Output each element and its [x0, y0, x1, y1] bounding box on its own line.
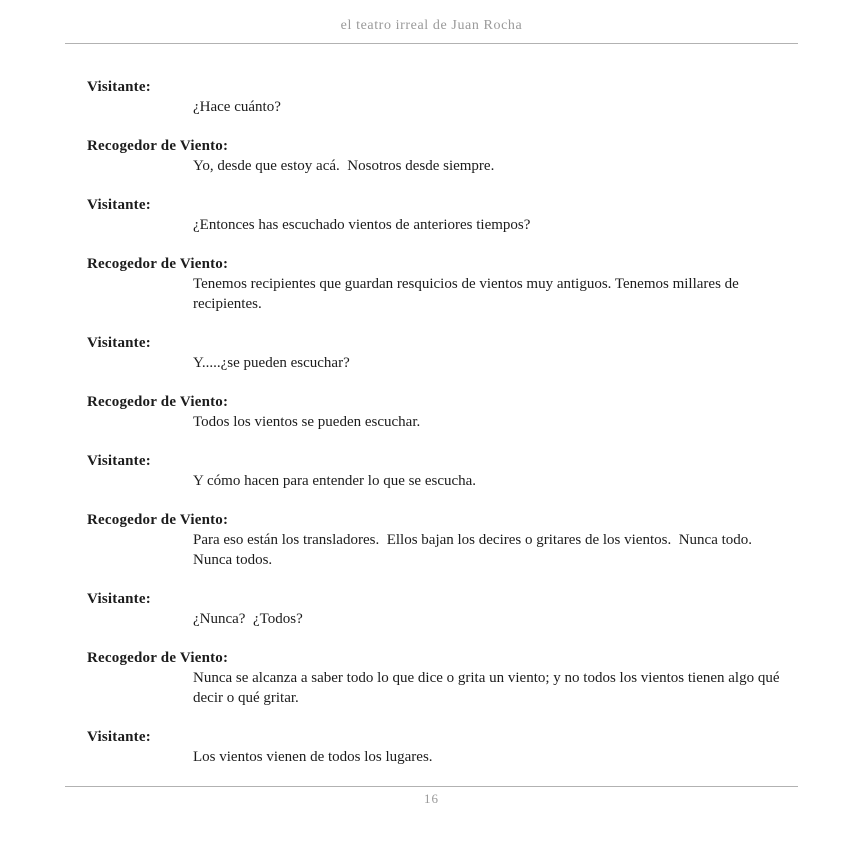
- speech: [193, 353, 798, 373]
- speech-line: Tenemos recipientes que guardan resquicios de vientos muy antiguos. Tenemos millares de: [193, 276, 739, 292]
- speech: [193, 215, 798, 235]
- dialogue-block: [65, 136, 798, 176]
- speech: [193, 412, 798, 432]
- dialogue-block: [65, 254, 798, 314]
- speech-line: Yo, desde que estoy acá. Nosotros desde siempre.: [193, 158, 495, 174]
- dialogue-block: [65, 392, 798, 432]
- speech-line: Nunca se alcanza a saber todo lo que dice o grita un viento; y no todos los vientos tienen algo qué: [193, 670, 780, 686]
- dialogue-body: [65, 44, 798, 767]
- speech: [193, 747, 798, 767]
- speech-line: ¿Nunca? ¿Todos?: [193, 611, 303, 627]
- speech-line: Y cómo hacen para entender lo que se escucha.: [193, 473, 477, 489]
- dialogue-block: [65, 195, 798, 235]
- dialogue-block: [65, 333, 798, 373]
- speaker-name: Recogedor de Viento:: [87, 650, 229, 666]
- speaker-name: Recogedor de Viento:: [87, 512, 229, 528]
- speaker-name: Visitante:: [87, 197, 151, 213]
- page-header: [65, 0, 798, 44]
- speech: [193, 471, 798, 491]
- speaker-name: Visitante:: [87, 453, 151, 469]
- speech-line: ¿Hace cuánto?: [193, 99, 281, 115]
- speech: [193, 156, 798, 176]
- speaker-name: Visitante:: [87, 591, 151, 607]
- speech: [193, 97, 798, 117]
- speech: [193, 274, 798, 314]
- dialogue-block: [65, 451, 798, 491]
- running-head-title: el teatro irreal de Juan Rocha: [340, 18, 523, 33]
- dialogue-block: [65, 77, 798, 117]
- dialogue-block: [65, 727, 798, 767]
- page-footer: [65, 786, 798, 807]
- script-page: [65, 0, 798, 807]
- speaker-name: Recogedor de Viento:: [87, 394, 229, 410]
- speech-line: ¿Entonces has escuchado vientos de anteriores tiempos?: [193, 217, 531, 233]
- dialogue-block: [65, 510, 798, 570]
- speech-line: Y.....¿se pueden escuchar?: [193, 355, 350, 371]
- speech: [193, 530, 798, 570]
- dialogue-block: [65, 589, 798, 629]
- speech-line: decir o qué gritar.: [193, 690, 299, 706]
- speech-line: recipientes.: [193, 296, 262, 312]
- speech: [193, 668, 798, 708]
- speaker-name: Recogedor de Viento:: [87, 138, 229, 154]
- speaker-name: Recogedor de Viento:: [87, 256, 229, 272]
- speaker-name: Visitante:: [87, 335, 151, 351]
- page-number: 16: [424, 791, 439, 806]
- speaker-name: Visitante:: [87, 79, 151, 95]
- speech-line: Todos los vientos se pueden escuchar.: [193, 414, 421, 430]
- speech-line: Los vientos vienen de todos los lugares.: [193, 749, 433, 765]
- speaker-name: Visitante:: [87, 729, 151, 745]
- speech: [193, 609, 798, 629]
- speech-line: Nunca todos.: [193, 552, 273, 568]
- speech-line: Para eso están los transladores. Ellos bajan los decires o gritares de los vientos. Nunca todo.: [193, 532, 753, 548]
- dialogue-block: [65, 648, 798, 708]
